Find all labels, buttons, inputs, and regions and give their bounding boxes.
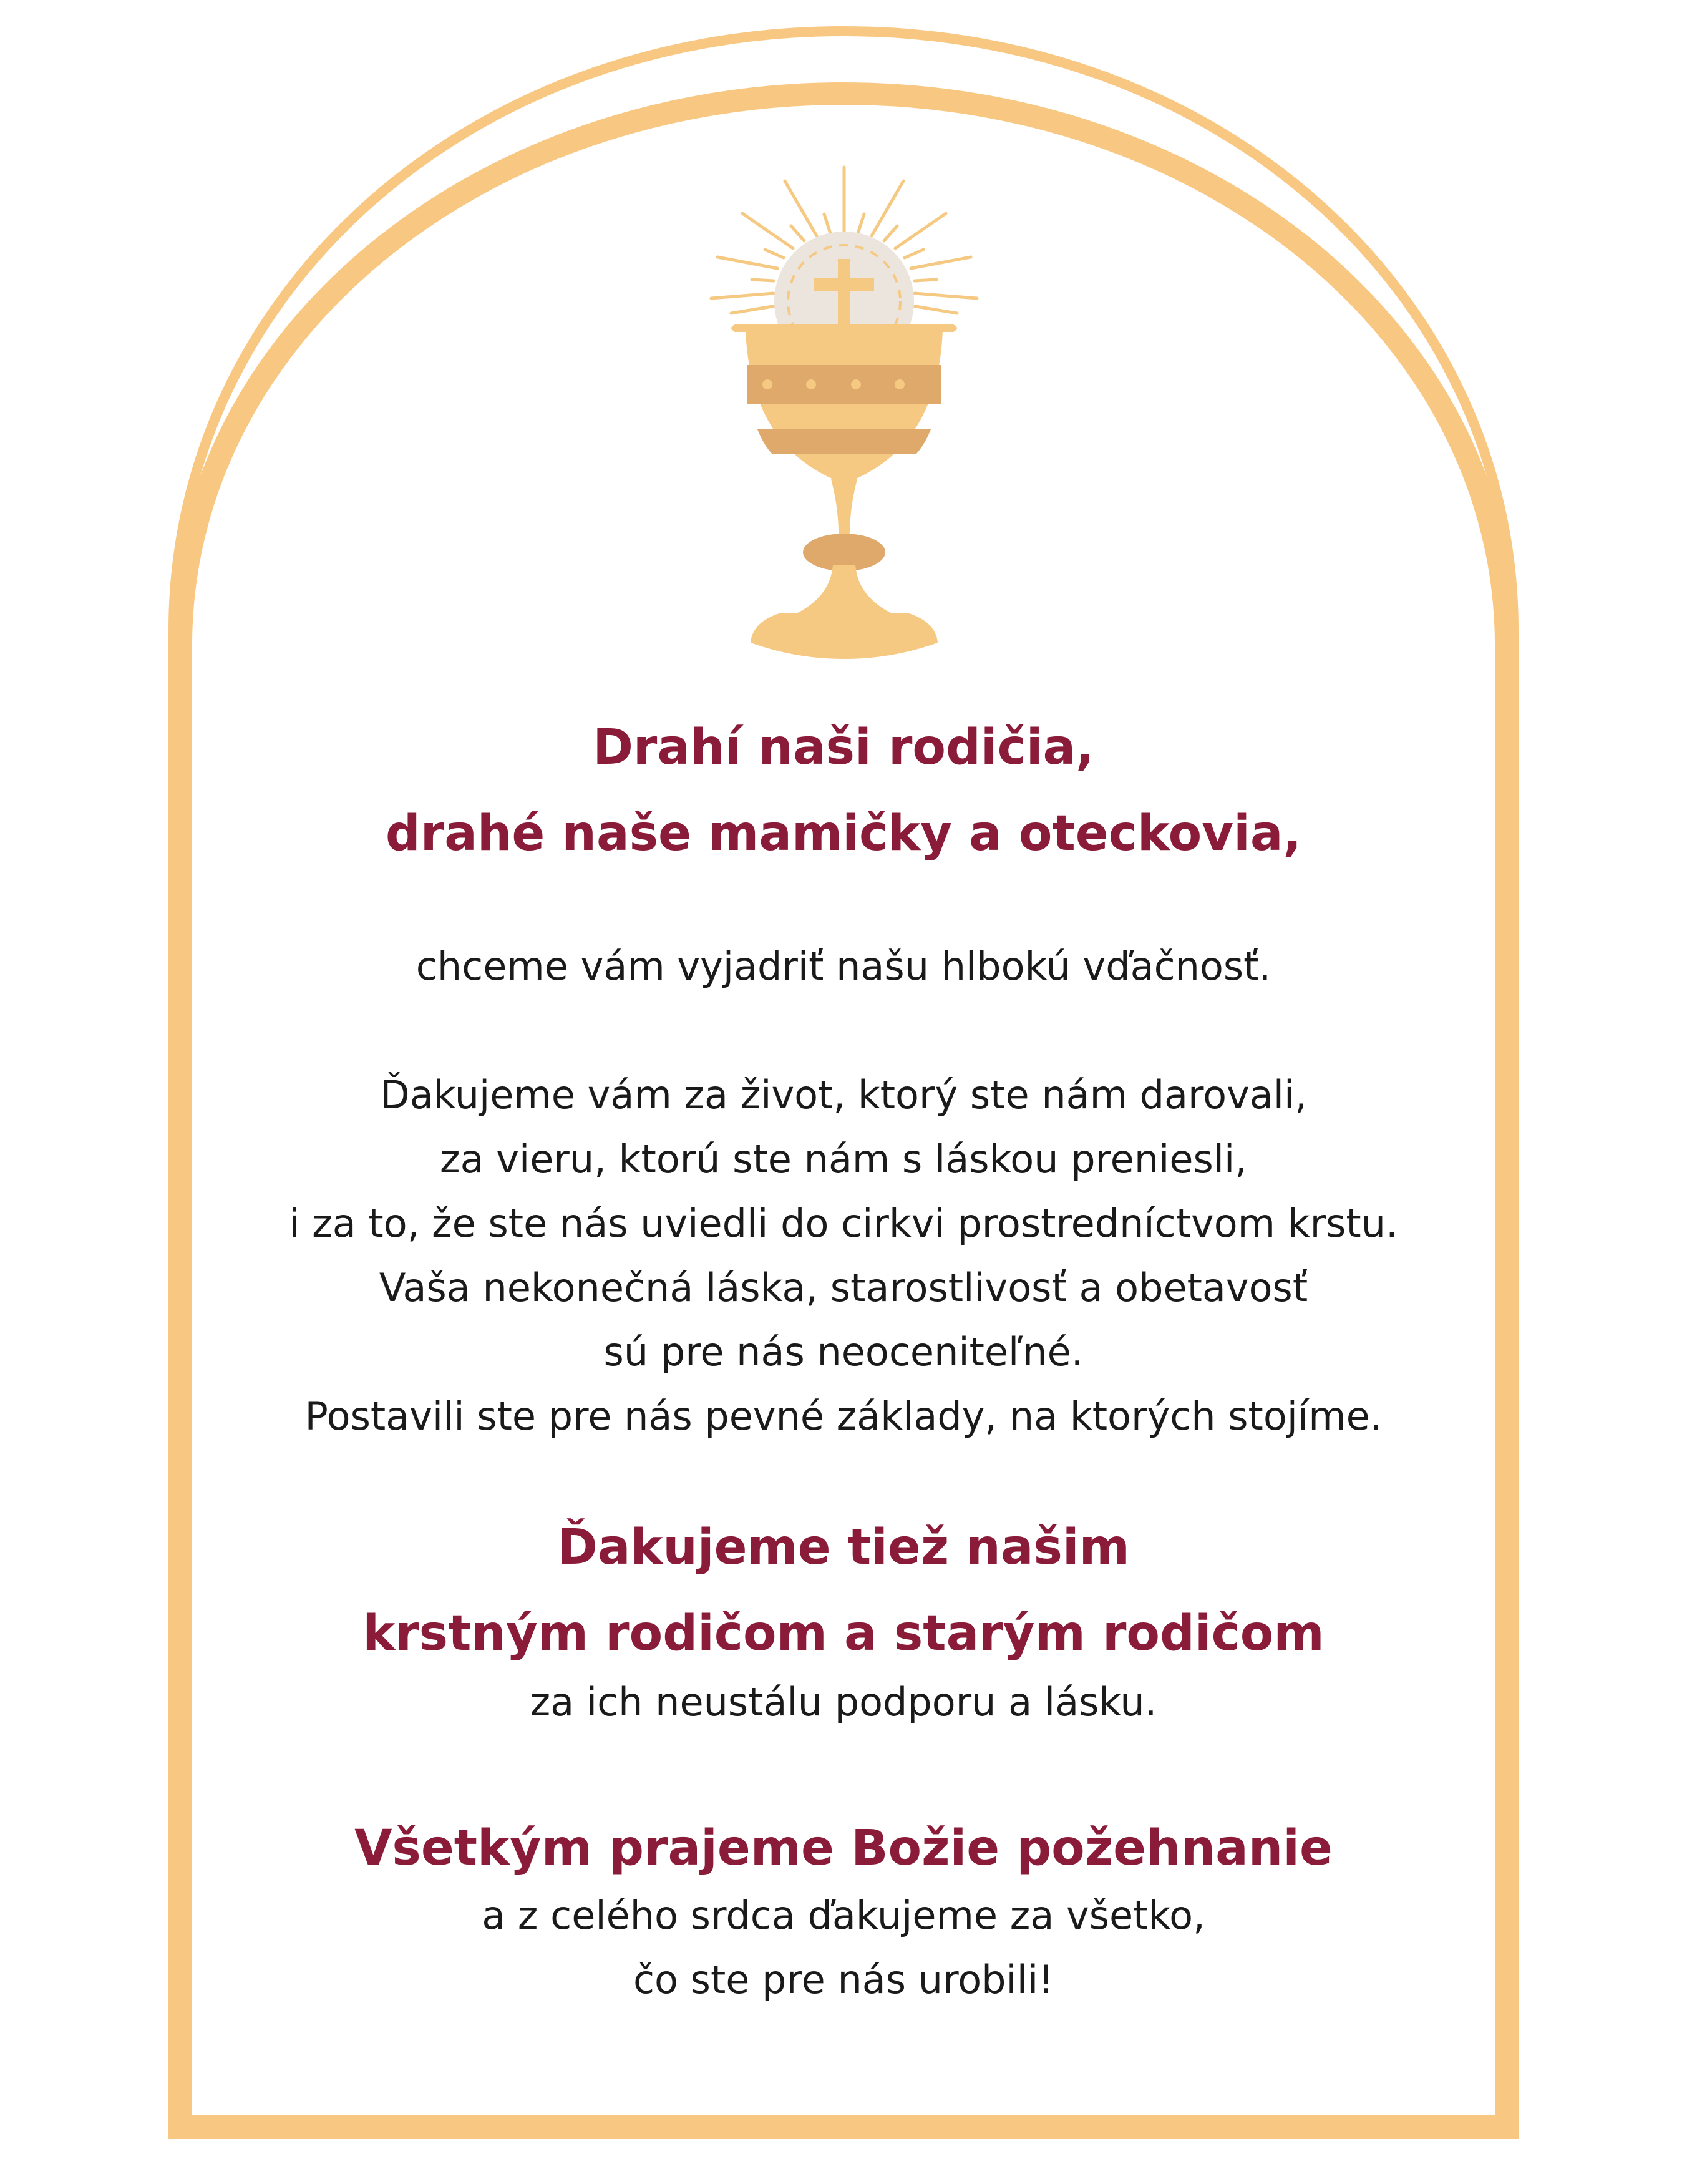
gratitude-line-1: Ďakujeme vám za život, ktorý ste nám darovali, (380, 1072, 1307, 1118)
gratitude-line-2: za vieru, ktorú ste nám s láskou preniesli, (440, 1136, 1247, 1182)
gratitude-line-4: Vaša nekonečná láska, starostlivosť a obetavosť (379, 1265, 1308, 1310)
blessing-heading-line: Všetkým prajeme Božie požehnanie (354, 1820, 1333, 1876)
chalice-base (751, 613, 938, 659)
gratitude-line-3: i za to, že ste nás uviedli do cirkvi prostredníctvom krstu. (289, 1201, 1398, 1246)
intro-line: chceme vám vyjadriť našu hlbokú vďačnosť. (416, 943, 1271, 989)
chalice-with-host-icon (711, 167, 977, 659)
blessing-line-2: čo ste pre nás urobili! (633, 1957, 1054, 2002)
gratitude-line-6: Postavili ste pre nás pevné základy, na ktorých stojíme. (304, 1393, 1383, 1439)
blessing-line-1: a z celého srdca ďakujeme za všetko, (482, 1893, 1205, 1938)
greeting-heading (0, 704, 1687, 877)
chalice-band-bottom (757, 429, 931, 454)
blessing-heading (0, 1805, 1687, 1891)
godparents-heading-line-2: krstným rodičom a starým rodičom (362, 1606, 1325, 1662)
chalice-lower-stem (790, 565, 898, 617)
gratitude-line-5: sú pre nás neoceniteľné. (603, 1329, 1084, 1375)
gratitude-paragraph (0, 1063, 1687, 1448)
godparents-text (0, 1670, 1687, 1734)
godparents-heading-line-1: Ďakujeme tiež našim (557, 1519, 1130, 1576)
godparents-heading (0, 1504, 1687, 1677)
greeting-line-2: drahé naše mamičky a oteckovia, (385, 806, 1302, 862)
greeting-line-1: Drahí naši rodičia, (593, 719, 1094, 776)
godparents-text-line: za ich neustálu podporu a lásku. (530, 1679, 1157, 1725)
chalice-band-top (747, 365, 941, 404)
chalice-cup (746, 331, 943, 484)
blessing-paragraph (0, 1883, 1687, 2012)
intro-paragraph (0, 934, 1687, 998)
